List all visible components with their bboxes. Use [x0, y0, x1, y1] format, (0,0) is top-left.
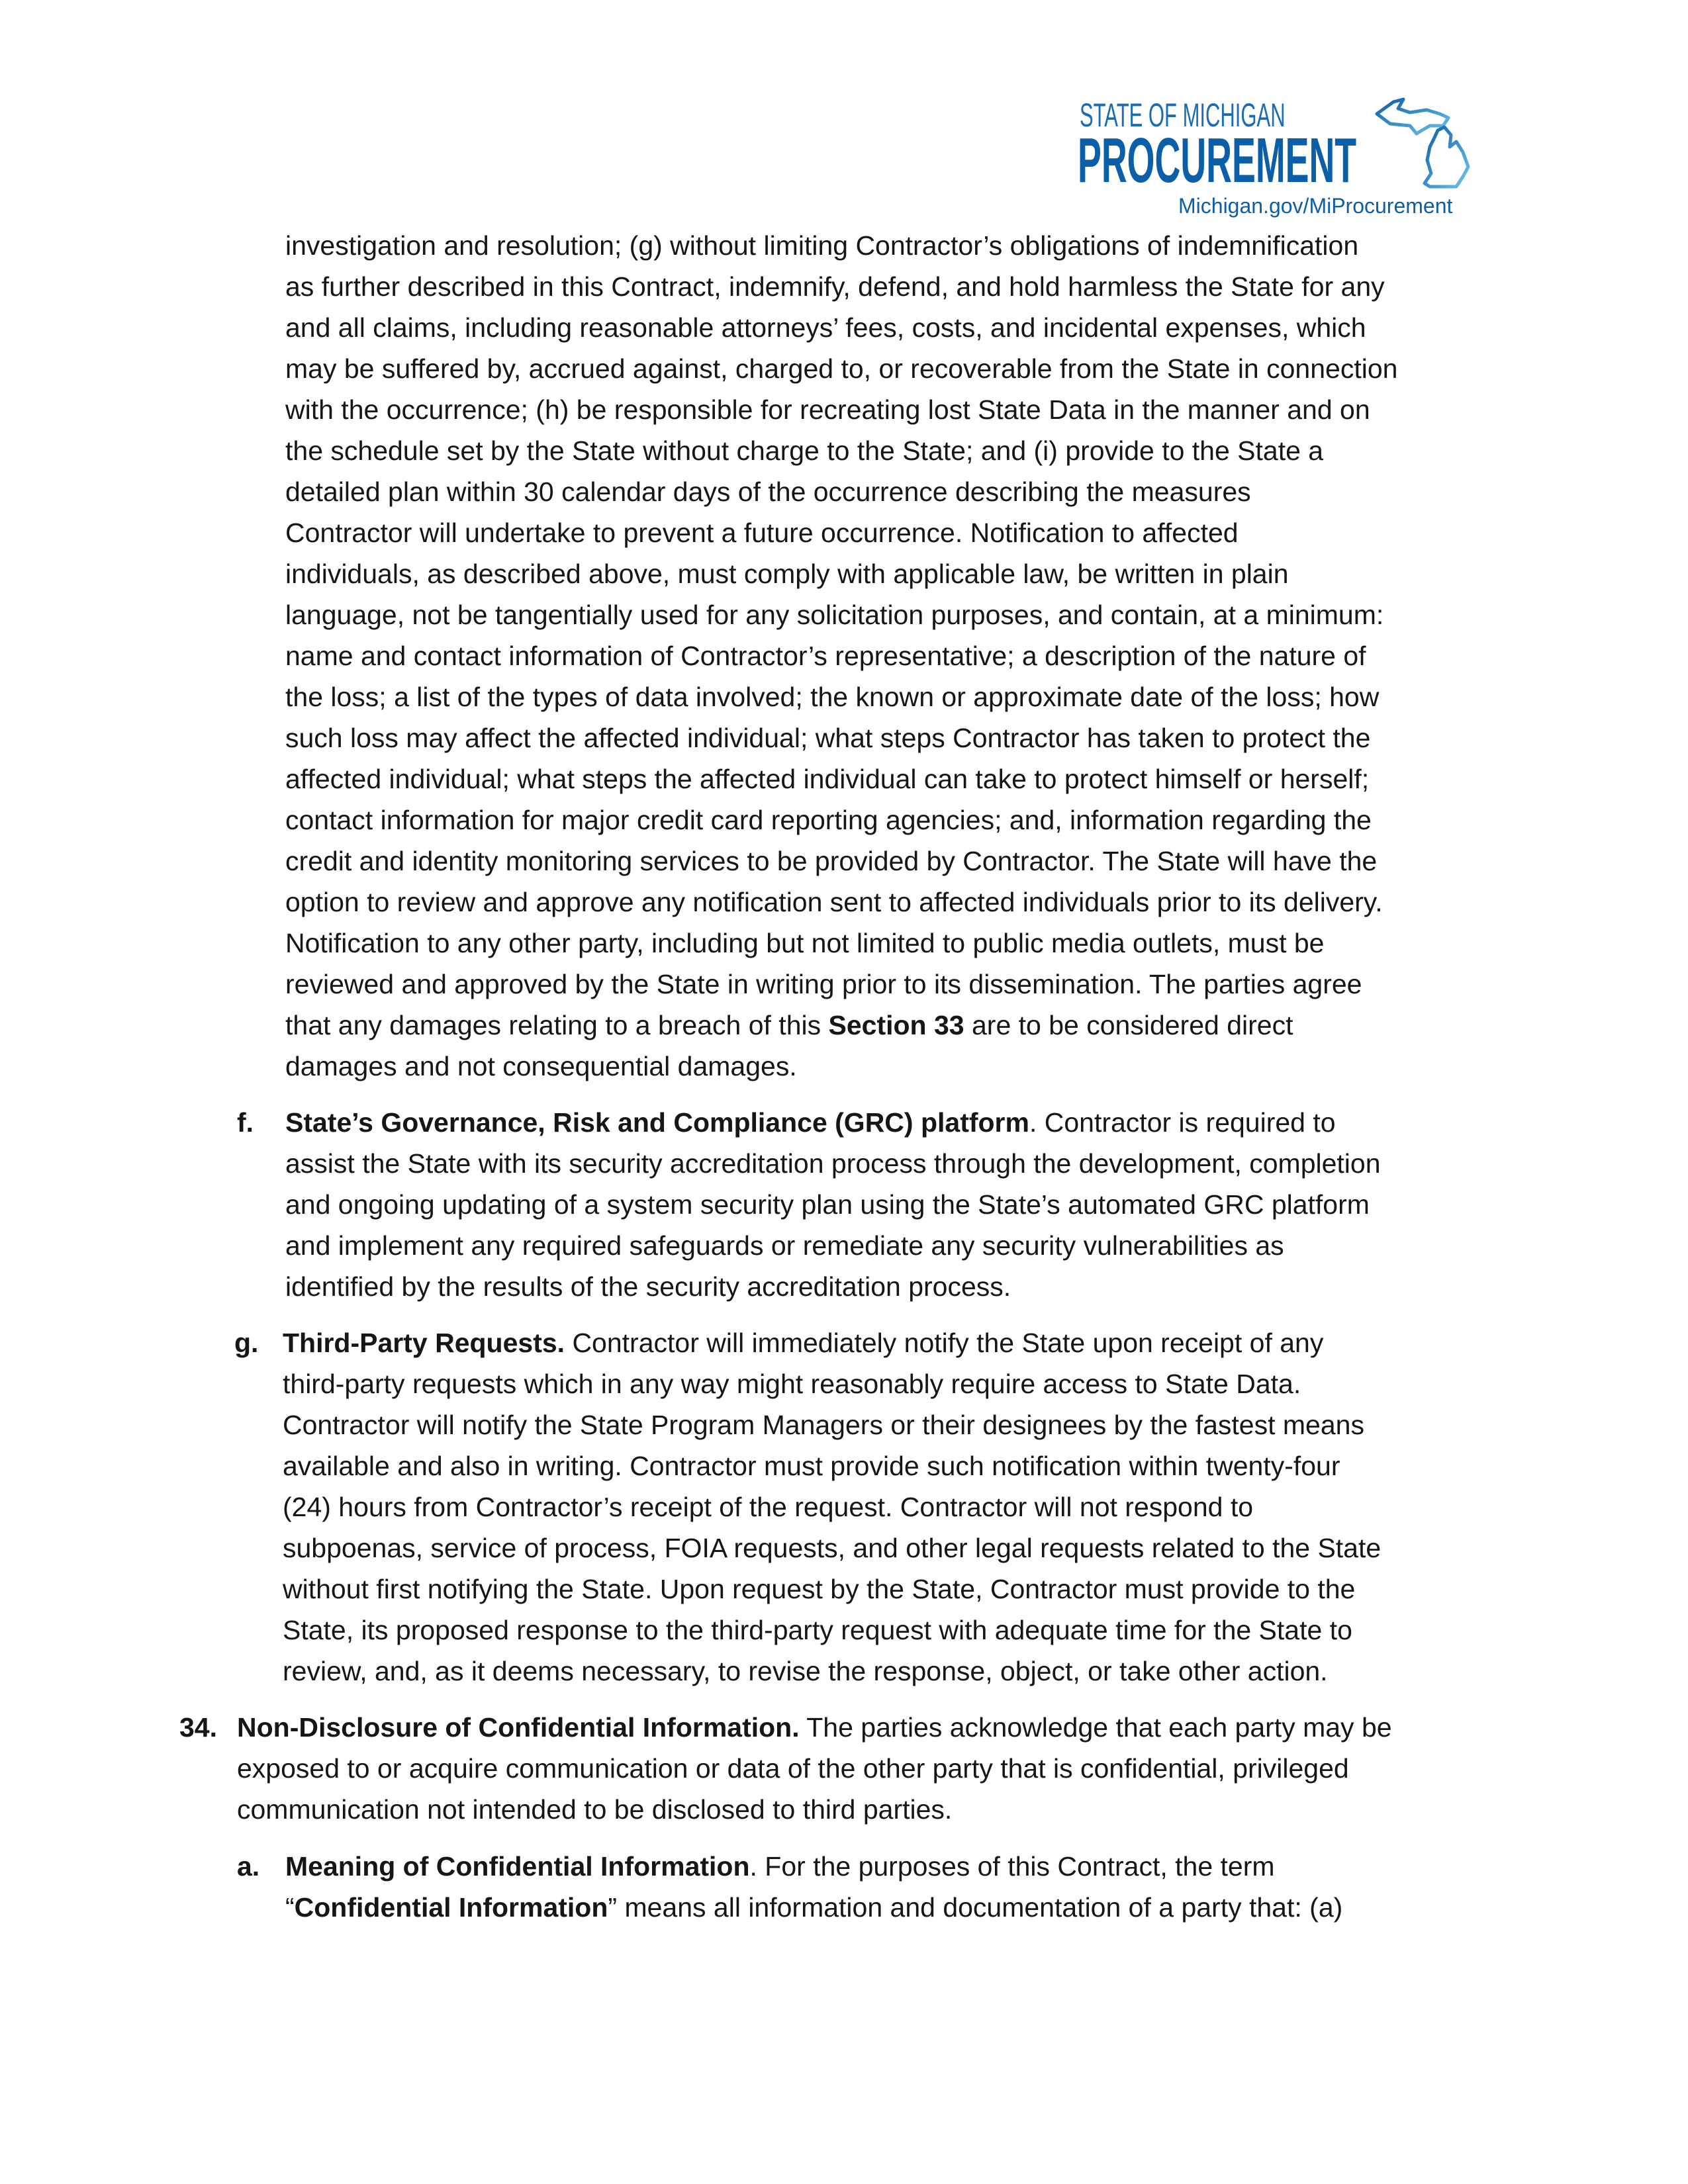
bold-text: Meaning of Confidential Information — [285, 1851, 750, 1882]
list-marker: a. — [237, 1851, 260, 1882]
text-line — [283, 1651, 1381, 1692]
body-text: reviewed and approved by the State in writing prior to its dissemination. The parties agree — [285, 969, 1362, 999]
text-line — [285, 1005, 1397, 1046]
text-line — [285, 841, 1397, 882]
body-text: review, and, as it deems necessary, to revise the response, object, or take other action. — [283, 1656, 1328, 1686]
text-line — [283, 1569, 1381, 1610]
body-text: third-party requests which in any way might reasonably require access to State Data. — [283, 1369, 1301, 1399]
body-text: and all claims, including reasonable attorneys’ fees, costs, and incidental expenses, which — [285, 312, 1366, 343]
body-text: the schedule set by the State without charge to the State; and (i) provide to the State a — [285, 435, 1324, 466]
section-f-grc-platform — [237, 1102, 1381, 1307]
body-text: exposed to or acquire communication or data of the other party that is confidential, privileged — [237, 1753, 1349, 1784]
body-text: State, its proposed response to the third-party request with adequate time for the State to — [283, 1615, 1352, 1645]
body-text: investigation and resolution; (g) without limiting Contractor’s obligations of indemnification — [285, 230, 1359, 261]
body-text: identified by the results of the security accreditation process. — [285, 1271, 1011, 1302]
bold-text: Non-Disclosure of Confidential Information. — [237, 1712, 800, 1743]
text-line — [285, 964, 1397, 1005]
text-line — [237, 1748, 1392, 1789]
body-text: name and contact information of Contractor’s representative; a description of the nature of — [285, 641, 1366, 671]
text-line — [285, 1846, 1342, 1887]
text-line — [283, 1363, 1381, 1404]
text-line — [237, 1707, 1392, 1748]
text-line — [285, 471, 1397, 512]
body-text: without first notifying the State. Upon request by the State, Contractor must provide to the — [283, 1574, 1356, 1604]
text-line — [285, 1225, 1381, 1266]
bold-text: State’s Governance, Risk and Compliance (GRC) platform — [285, 1107, 1029, 1138]
body-text: detailed plan within 30 calendar days of the occurrence describing the measures — [285, 477, 1251, 507]
list-marker: 34. — [179, 1712, 217, 1743]
text-line — [237, 1789, 1392, 1830]
list-marker: g. — [234, 1328, 259, 1358]
text-line — [285, 1102, 1381, 1143]
body-text: affected individual; what steps the affected individual can take to protect himself or herself; — [285, 764, 1370, 794]
body-text: . Contractor is required to — [1029, 1107, 1336, 1138]
body-text: individuals, as described above, must comply with applicable law, be written in plain — [285, 559, 1289, 589]
text-line — [285, 882, 1397, 923]
text-line — [285, 1266, 1381, 1307]
body-text: that any damages relating to a breach of this — [285, 1010, 829, 1040]
text-line — [285, 594, 1397, 635]
text-line — [283, 1404, 1381, 1445]
text-line — [285, 307, 1397, 348]
text-line — [283, 1322, 1381, 1363]
bold-text: Third-Party Requests. — [283, 1328, 565, 1358]
body-text: Contractor will notify the State Program Managers or their designees by the fastest means — [283, 1410, 1364, 1440]
logo-url-link[interactable]: Michigan.gov/MiProcurement — [1178, 194, 1453, 218]
text-line — [285, 1887, 1342, 1928]
text-line — [285, 1046, 1397, 1087]
bold-text: Confidential Information — [294, 1892, 608, 1923]
body-text: assist the State with its security accreditation process through the development, completion — [285, 1148, 1381, 1179]
michigan-map-icon — [1364, 94, 1476, 190]
body-text: communication not intended to be disclosed to third parties. — [237, 1794, 953, 1825]
body-text: are to be considered direct — [964, 1010, 1293, 1040]
body-text: available and also in writing. Contractor must provide such notification within twenty-four — [283, 1451, 1340, 1481]
text-line — [285, 225, 1397, 266]
text-line — [285, 430, 1397, 471]
text-line — [285, 635, 1397, 676]
text-line — [285, 266, 1397, 307]
bold-text: Section 33 — [828, 1010, 964, 1040]
text-line — [283, 1610, 1381, 1651]
section-a-meaning-confidential — [237, 1846, 1343, 1928]
body-text: ” means all information and documentation of a party that: (a) — [608, 1892, 1343, 1923]
text-line — [285, 1184, 1381, 1225]
body-text: the loss; a list of the types of data involved; the known or approximate date of the loss; how — [285, 682, 1380, 712]
logo-procurement-label: PROCUREMENT — [1078, 125, 1357, 196]
text-line — [285, 348, 1397, 389]
body-text: such loss may affect the affected individual; what steps Contractor has taken to protect the — [285, 723, 1371, 753]
body-text: contact information for major credit card reporting agencies; and, information regarding the — [285, 805, 1372, 835]
body-text: and ongoing updating of a system security plan using the State’s automated GRC platform — [285, 1189, 1370, 1220]
body-text: may be suffered by, accrued against, charged to, or recoverable from the State in connection — [285, 353, 1398, 384]
text-line — [285, 758, 1397, 799]
body-text: Contractor will undertake to prevent a future occurrence. Notification to affected — [285, 518, 1239, 548]
body-text: . For the purposes of this Contract, the term — [749, 1851, 1275, 1882]
body-text: subpoenas, service of process, FOIA requests, and other legal requests related to the State — [283, 1533, 1382, 1563]
text-line — [283, 1445, 1381, 1486]
section-34-non-disclosure — [179, 1707, 1392, 1830]
body-text: credit and identity monitoring services to be provided by Contractor. The State will have the — [285, 846, 1378, 876]
body-text: “ — [285, 1892, 295, 1923]
body-text: with the occurrence; (h) be responsible for recreating lost State Data in the manner and on — [285, 394, 1370, 425]
text-line — [283, 1527, 1381, 1569]
text-line — [283, 1486, 1381, 1527]
body-text: Contractor will immediately notify the State upon receipt of any — [565, 1328, 1324, 1358]
body-text: Notification to any other party, including but not limited to public media outlets, must be — [285, 928, 1325, 958]
logo-state-label: STATE OF MICHIGAN — [1080, 97, 1286, 134]
body-text: language, not be tangentially used for any solicitation purposes, and contain, at a minimum: — [285, 600, 1384, 630]
text-line — [285, 676, 1397, 717]
list-marker: f. — [237, 1107, 254, 1138]
body-text: and implement any required safeguards or remediate any security vulnerabilities as — [285, 1230, 1284, 1261]
body-text: option to review and approve any notification sent to affected individuals prior to its delivery. — [285, 887, 1383, 917]
text-line — [285, 717, 1397, 758]
text-line — [285, 1143, 1381, 1184]
body-text: The parties acknowledge that each party may be — [799, 1712, 1392, 1743]
text-line — [285, 512, 1397, 553]
body-text: damages and not consequential damages. — [285, 1051, 797, 1081]
text-line — [285, 389, 1397, 430]
text-line — [285, 553, 1397, 594]
body-text: as further described in this Contract, indemnify, defend, and hold harmless the State for any — [285, 271, 1385, 302]
body-text: (24) hours from Contractor’s receipt of the request. Contractor will not respond to — [283, 1492, 1254, 1522]
state-of-michigan-procurement-logo — [1072, 93, 1483, 225]
text-line — [285, 923, 1397, 964]
section-e-continuation — [285, 225, 1397, 1087]
section-g-third-party-requests — [234, 1322, 1382, 1692]
text-line — [285, 799, 1397, 841]
